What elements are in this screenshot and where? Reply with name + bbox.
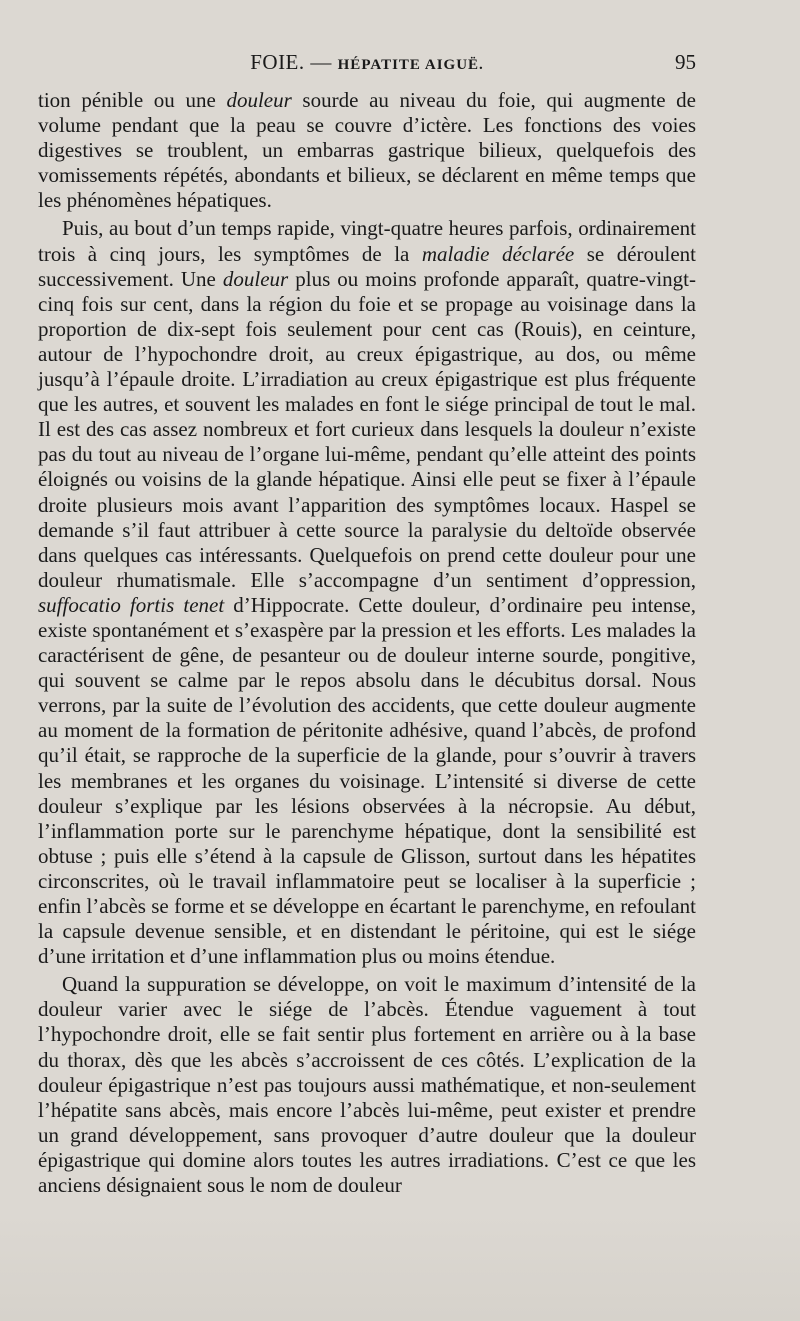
text-run: Quand la suppuration se développe, on voit le maximum d’intensité de la douleur varier avec le siége de l’abcès. Étendue vaguement à tout l’hypochondre droit, elle se fait sentir plus fortement en arrière ou à la base du thorax, dès que les abcès s’accroissent de ces côtés. L’explication de la douleur épigastrique n’est pas toujours aussi mathématique, et non-seulement l’hépatite sans abcès, mais encore l’abcès lui-même, peut exister et prendre un grand développement, sans provoquer d’autre douleur que la douleur épigastrique qui domine alors toutes les autres irradiations. C’est ce que les anciens désignaient sous le nom de douleur	[38, 972, 696, 1198]
text-run: plus ou moins profonde apparaît, quatre-vingt-cinq fois sur cent, dans la région du foie et se propage au voisinage dans la proportion de dix-sept fois seulement pour cent cas (Rouis), en ceinture, autour de l’hypochondre droit, au creux épigastrique, au dos, ou même jusqu’à l’épaule droite. L’irradiation au creux épigastrique est plus fréquente que les autres, et souvent les malades en font le siége principal de tout le mal. Il est des cas assez nombreux et fort curieux dans lesquels la douleur n’existe pas du tout au niveau de l’organe lui-même, pendant qu’elle atteint des points éloignés ou voisins de la glande hépatique. Ainsi elle peut se fixer à l’épaule droite plusieurs mois avant l’apparition des symptômes locaux. Haspel se demande s’il faut attribuer à cette source la paralysie du deltoïde observée dans quelques cas intéressants. Quelquefois on prend cette douleur pour une douleur rhumatismale. Elle s’accompagne d’un sentiment d’oppression,	[38, 266, 696, 592]
italic-text: suffocatio fortis tenet	[38, 592, 225, 617]
text-run: Puis, au bout d’un temps rapide, vingt-quatre heures parfois, ordinairement trois à cinq jours, les symptômes de la	[38, 216, 696, 266]
running-title-sub: HÉPATITE AIGUË.	[337, 57, 484, 73]
italic-text: douleur	[226, 88, 292, 112]
text-run: tion pénible ou une	[38, 88, 227, 112]
italic-text: douleur	[222, 266, 289, 291]
running-header	[38, 50, 696, 80]
running-title-main: FOIE. —	[250, 50, 338, 74]
italic-text: maladie déclarée	[421, 241, 575, 266]
body-text	[38, 88, 696, 1201]
running-title	[38, 50, 696, 75]
page-bottom-margin	[0, 1211, 800, 1321]
page-number: 95	[675, 50, 696, 74]
text-run: sourde au niveau du foie, qui augmente de volume pendant que la peau se couvre d’ictère. Les fonctions des voies digestives se troublent, un embarras gastrique bilieux, quelquefois des vomissements répétés, abondants et bilieux, se déclarent en même temps que les phénomènes hépatiques.	[38, 88, 696, 213]
text-run: d’Hippocrate. Cette douleur, d’ordinaire peu intense, existe spontanément et s’exaspère par la pression et les efforts. Les malades la caractérisent de gêne, de pesanteur ou de douleur interne sourde, pongitive, qui souvent se calme par le repos absolu dans le décubitus dorsal. Nous verrons, par la suite de l’évolution des accidents, que cette douleur augmente au moment de la formation de péritonite adhésive, quand l’abcès, de profond qu’il était, se rapproche de la superficie de la glande, pour s’ouvrir à travers les membranes et les organes du voisinage. L’intensité si diverse de cette douleur s’explique par les lésions observées à la nécropsie. Au début, l’inflammation porte sur le parenchyme hépatique, dont la sensibilité est obtuse ; puis elle s’étend à la capsule de Glisson, surtout dans les hépatites circonscrites, où le travail inflammatoire peut se localiser à la superficie ; enfin l’abcès se forme et se développe en écartant le parenchyme, en refoulant la capsule devenue sensible, et en distendant le péritoine, qui est le siége d’une irritation et d’une inflammation plus ou moins étendue.	[38, 592, 696, 969]
paragraph	[38, 972, 696, 1198]
paragraph	[38, 88, 696, 213]
paragraph	[38, 216, 696, 969]
text-run: se déroulent successivement. Une	[38, 241, 696, 291]
